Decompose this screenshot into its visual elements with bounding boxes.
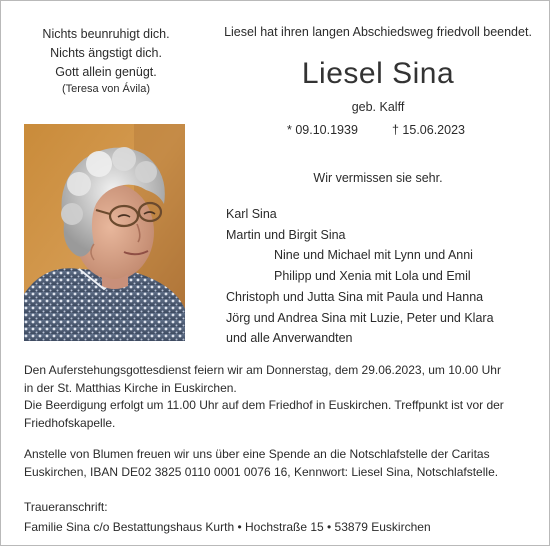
service-line: Die Beerdigung erfolgt um 11.00 Uhr auf dem Friedhof in Euskirchen. Treffpunkt ist vor der: [24, 398, 504, 412]
family-member: Philipp und Xenia mit Lola und Emil: [274, 269, 471, 284]
intro-text: Liesel hat ihren langen Abschiedsweg friedvoll beendet.: [224, 25, 532, 39]
quote-line-1: Nichts beunruhigt dich.: [42, 27, 170, 41]
service-line: Den Auferstehungsgottesdienst feiern wir am Donnerstag, dem 29.06.2023, um 10.00 Uhr: [24, 363, 501, 377]
birth-date: * 09.10.1939: [287, 123, 358, 137]
donation-line: Anstelle von Blumen freuen wir uns über eine Spende an die Notschlafstelle der Caritas: [24, 447, 490, 461]
death-date: † 15.06.2023: [392, 123, 465, 137]
service-info: [24, 362, 534, 432]
donation-info: [24, 446, 534, 481]
service-line: Friedhofskapelle.: [24, 415, 116, 430]
service-line: in der St. Matthias Kirche in Euskirchen.: [24, 380, 237, 395]
maiden-name: geb. Kalff: [351, 100, 405, 114]
family-member: Nine und Michael mit Lynn und Anni: [274, 248, 473, 263]
portrait-photo: [24, 124, 185, 341]
donation-line: Euskirchen, IBAN DE02 3825 0110 0001 0076 16, Kennwort: Liesel Sina, Notschlafstelle.: [24, 464, 499, 479]
family-list: [226, 204, 494, 349]
address-label: Traueranschrift:: [24, 500, 108, 514]
deceased-name: Liesel Sina: [301, 57, 455, 90]
quote-line-2: Nichts ängstigt dich.: [50, 46, 162, 60]
family-member: Christoph und Jutta Sina mit Paula und Hanna: [226, 289, 484, 304]
address-line: Familie Sina c/o Bestattungshaus Kurth • Hochstraße 15 • 53879 Euskirchen: [24, 520, 431, 534]
family-member: Martin und Birgit Sina: [226, 227, 346, 242]
family-member: und alle Anverwandten: [226, 331, 353, 346]
miss-text: Wir vermissen sie sehr.: [313, 171, 443, 185]
quote-line-3: Gott allein genügt.: [55, 65, 157, 79]
family-member: Jörg und Andrea Sina mit Luzie, Peter und Klara: [226, 310, 494, 325]
quote-author: (Teresa von Ávila): [61, 83, 151, 95]
quote: [21, 25, 191, 82]
mourning-address: [24, 497, 534, 537]
family-member: Karl Sina: [226, 207, 277, 221]
